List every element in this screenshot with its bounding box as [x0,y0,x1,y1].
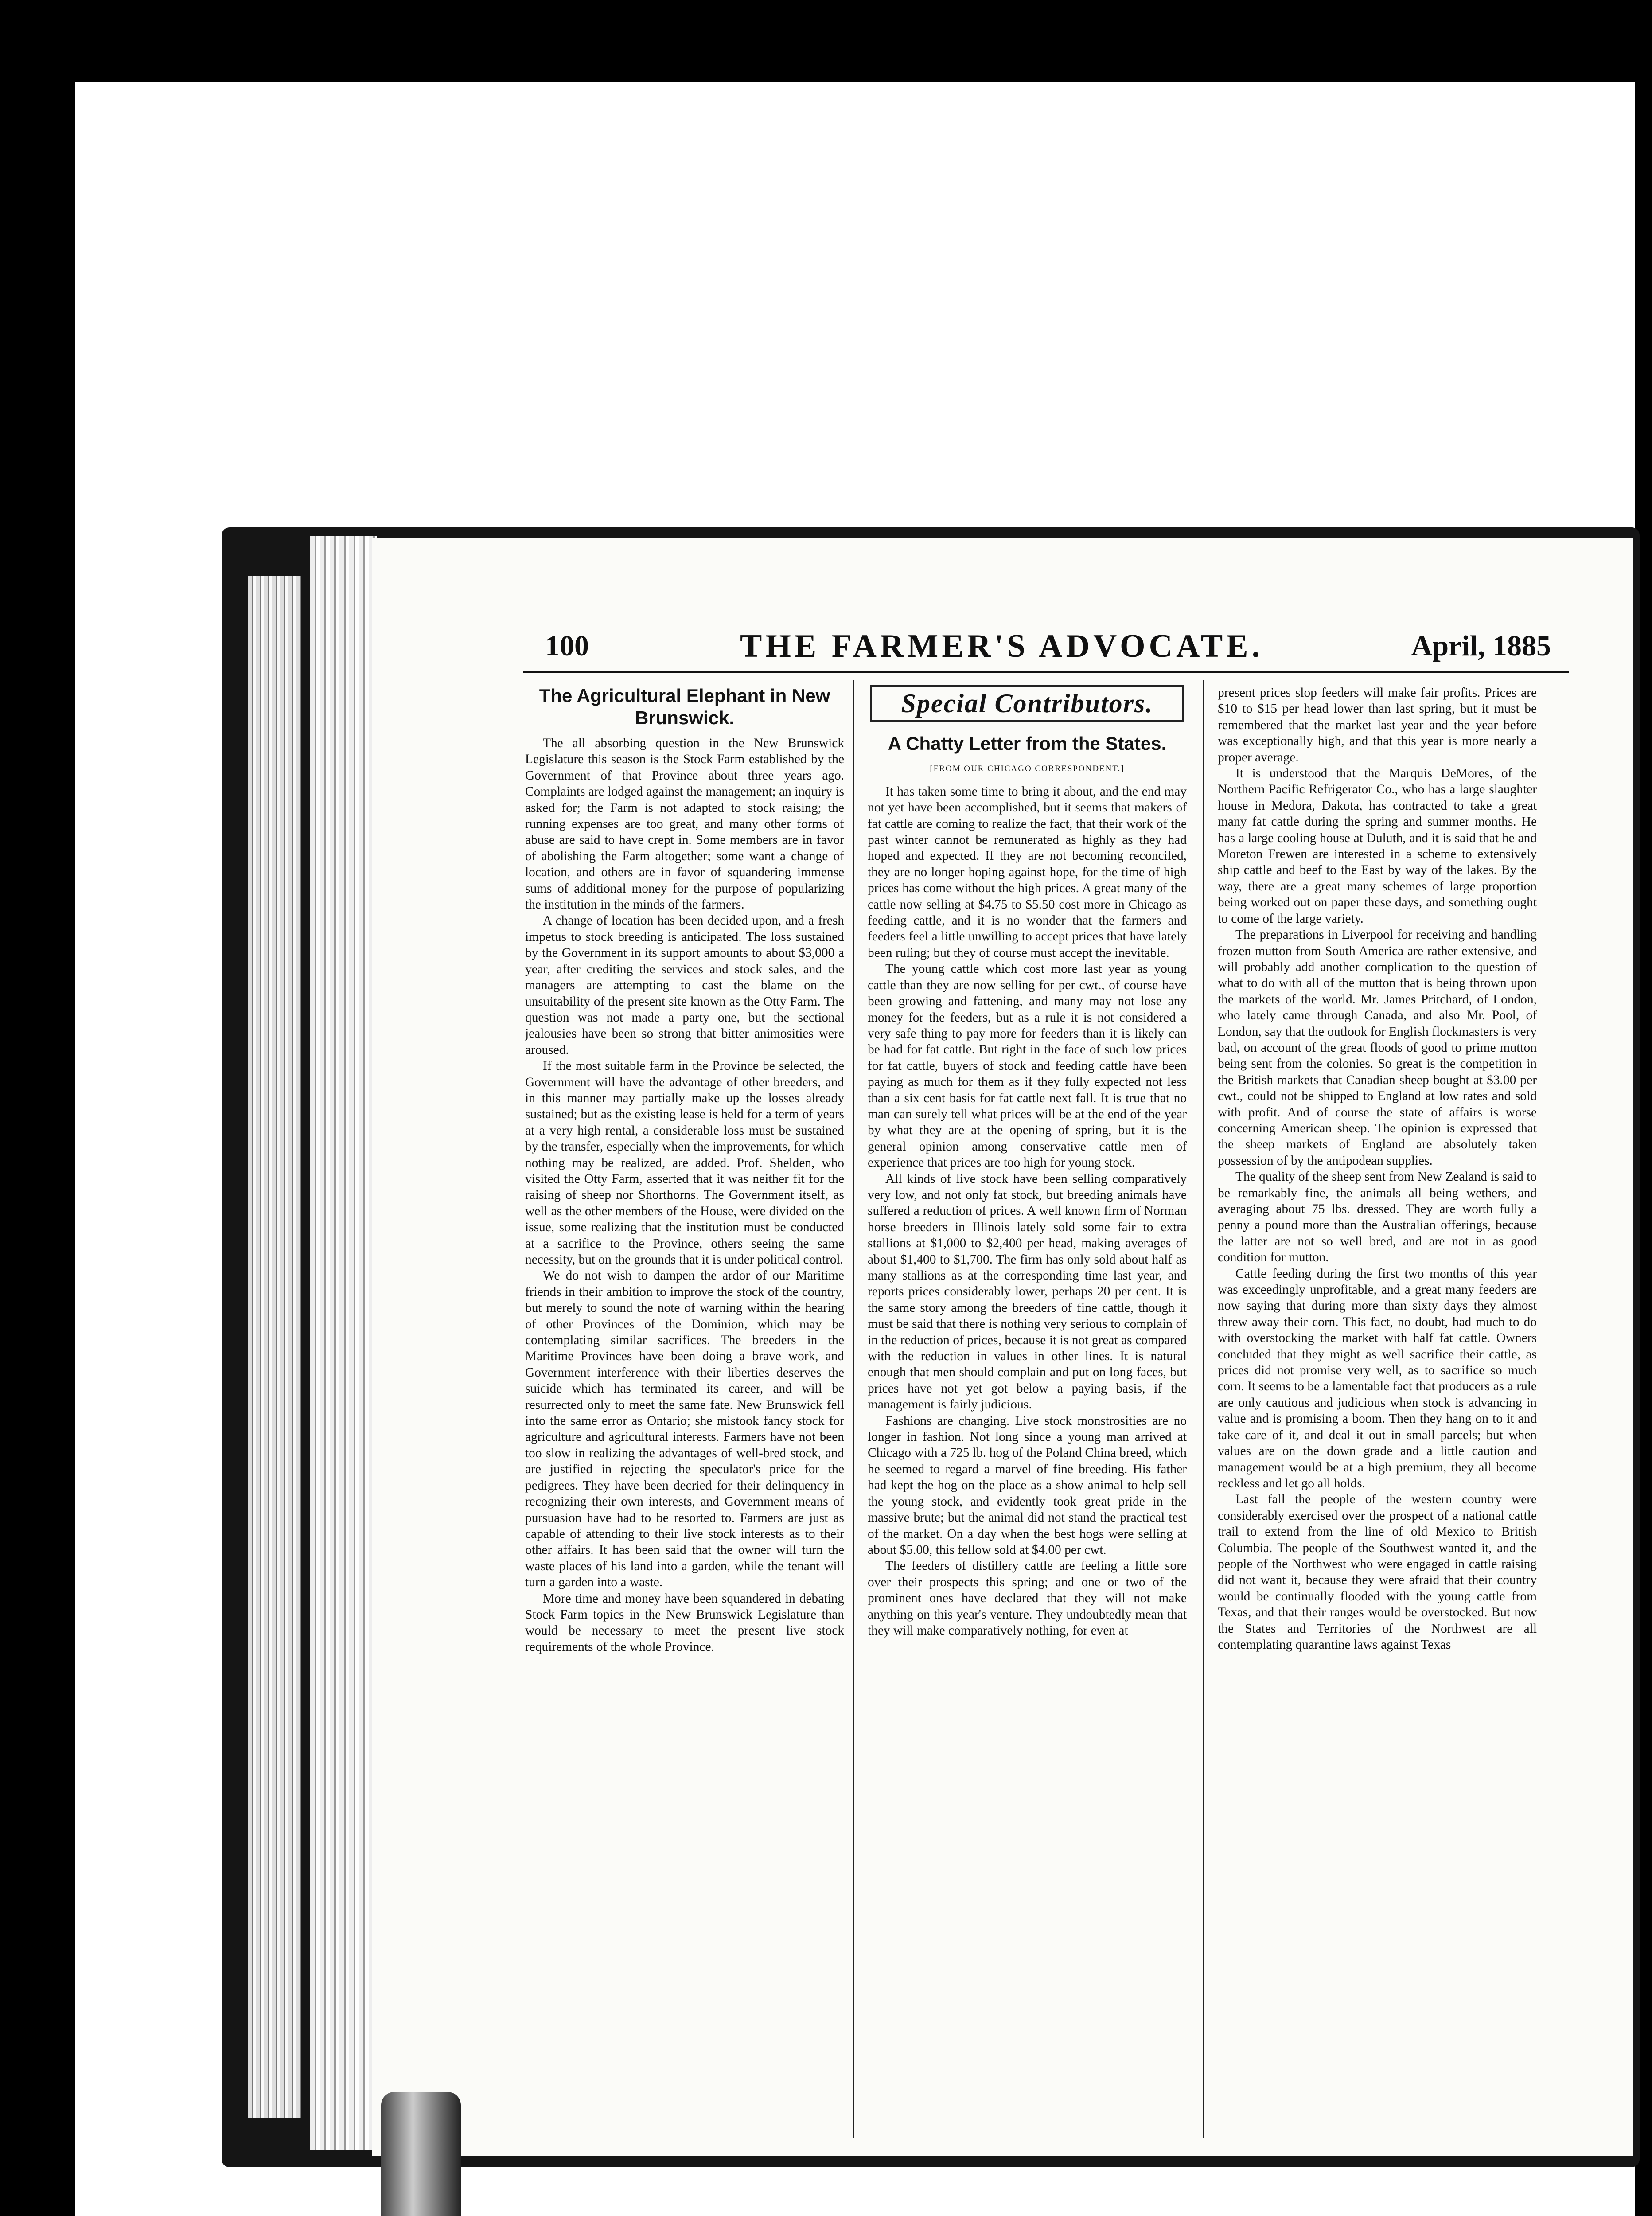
paragraph: It has taken some time to bring it about, and the end may not yet have been accomplished, but it seems that makers of fat cattle are coming to realize the fact, that their work of the past winter cannot be remunerated as highly as they had hoped and expected. If they are not becoming reconciled, they are no longer hoping against hope, for the time of high prices has come without the high prices. A great many of the cattle now selling at $4.75 to $5.50 cost more in Chicago as feeding cattle, and it is no wonder that the farmers and feeders feel a little unwilling to accept prices that have lately been ruling; but they of course must accept the inevitable. [868,784,1187,960]
paragraph: The all absorbing question in the New Brunswick Legislature this season is the Stock Farm established by the Government of that Province about three years ago. Complaints are lodged against the management; an inquiry is asked for; the Farm is not adapted to stock raising; the running expenses are too great, and many other forms of abuse are said to have crept in. Some members are in favor of abolishing the Farm altogether; some want a change of location, and others are in favor of squandering immense sums of additional money for the purpose of popularizing the institution in the minds of the farmers. [525,736,844,912]
paragraph: We do not wish to dampen the ardor of our Maritime friends in their ambition to improve the stock of the country, but merely to sound the note of warning within the hearing of other Provinces of the Dominion, which may be contemplating similar sacrifices. The breeders in the Maritime Provinces have been doing a brave work, and Government interference with their liberties deserves the suicide which has terminated its career, and will be resurrected only to meet the same fate. New Brunswick fell into the same error as Ontario; she mistook fancy stock for agriculture and agricultural interests. Farmers have not been too slow in realizing the advantages of well-bred stock, and are justified in rejecting the speculator's price for the pedigrees. They have been decried for their delinquency in recognizing their own interests, and Government means of pursuasion have had to be resorted to. Farmers are just as capable of attending to their live stock interests as to their other affairs. It has been said that the owner will turn the waste places of his land into a garden, while the tenant will turn a garden into a waste. [525,1268,844,1590]
article-title: The Agricultural Elephant in New Brunswick. [539,685,830,728]
page-number: 100 [545,630,589,662]
paragraph: present prices slop feeders will make fair profits. Prices are $10 to $15 per head lower than last spring, but it must be remembered that the market last year and the year before was exceptionally high, and that this year is more nearly a proper average. [1218,686,1537,765]
column-2 [868,685,1187,2147]
paragraph: The young cattle which cost more last year as young cattle than they are now selling for per cwt., of course have been growing and fattening, and many may not lose any money for the feeders, but as a rule it is not considered a very safe thing to pay more for feeders than it is likely can be had for fat cattle. But right in the face of such low prices for fat cattle, buyers of stock and feeding cattle have been paying as much for them as if they fully expected not less than a six cent basis for fat cattle next fall. It is true that no man can surely tell what prices will be at the end of the year by what they are at the opening of spring, but it is the general opinion among conservative cattle men of experience that prices are too high for young stock. [868,962,1187,1170]
column-1 [525,685,844,2147]
paragraph: Cattle feeding during the first two months of this year was exceedingly unprofitable, and a great many feeders are now saying that during more than sixty days they almost threw away their corn. This fact, no doubt, had much to do with overstocking the market with half fat cattle. Owners concluded that they might as well sacrifice their cattle, as prices did not promise very well, as to sacrifice so much corn. It seems to be a lamentable fact that producers as a rule are only cautious and judicious when stock is advancing in value and is promising a boom. Then they hang on to it and take care of it, and deal it out in small parcels; but when values are on the down grade and a little caution and management would be at a high premium, they all become reckless and let go all holds. [1218,1266,1537,1490]
paragraph: It is understood that the Marquis DeMores, of the Northern Pacific Refrigerator Co., who has a large slaughter house in Medora, Dakota, has contracted to take a great many fat cattle during the spring and summer months. He has a large cooling house at Duluth, and it is said that he and Moreton Frewen are interested in a scheme to extensively ship cattle and beef to the East by way of the lakes. By the way, there are a great many schemes of large proportion being worked out on paper these days, and something ought to come of the large variety. [1218,766,1537,926]
article-title: A Chatty Letter from the States. [888,733,1167,754]
department-heading: Special Contributors. [870,685,1184,722]
paragraph: More time and money have been squandered in debating Stock Farm topics in the New Brunswick Legislature than would be necessary to meet the present live stock requirements of the whole Province. [525,1591,844,1654]
page-header [545,628,1551,664]
column-divider [1203,680,1204,2138]
page-edges-left [248,576,301,2118]
paragraph: The quality of the sheep sent from New Zealand is said to be remarkably fine, the animals all being wethers, and averaging about 75 lbs. dressed. They are worth fully a penny a pound more than the Australian offerings, because the latter are not so well bred, and are not in as good condition for mutton. [1218,1170,1537,1265]
journal-title: THE FARMER'S ADVOCATE. [740,628,1264,664]
page-clip [381,2092,461,2216]
column-divider [853,680,854,2138]
page-edges [310,536,377,2150]
paragraph: Fashions are changing. Live stock monstrosities are no longer in fashion. Not long since a young man arrived at Chicago with a 725 lb. hog of the Poland China breed, which he seemed to regard a marvel of fine breeding. His father had kept the hog on the place as a show animal to help sell the young stock, and evidently took great pride in the massive brute; but the animal did not stand the practical test of the market. On a day when the best hogs were selling at about $5.00, this fellow sold at $4.00 per cwt. [868,1413,1187,1557]
header-rule [523,671,1569,673]
paragraph: The feeders of distillery cattle are feeling a little sore over their prospects this spring; and one or two of the prominent ones have declared that they will not make anything on this year's venture. They undoubtedly mean that they will make comparatively nothing, for even at [868,1559,1187,1638]
issue-date: April, 1885 [1411,630,1551,662]
paragraph: A change of location has been decided upon, and a fresh impetus to stock breeding is anticipated. The loss sustained by the Government in its support amounts to about $3,000 a year, after crediting the services and stock sales, and the managers are attempting to cast the blame on the unsuitability of the present site known as the Otty Farm. The question was not made a party one, but the sectional jealousies have been so strong that bitter animosities were aroused. [525,913,844,1057]
byline: [FROM OUR CHICAGO CORRESPONDENT.] [930,764,1125,774]
paragraph: Last fall the people of the western country were considerably exercised over the prospect of a national cattle trail to extend from the line of old Mexico to British Columbia. The people of the Southwest wanted it, and the people of the Northwest who were engaged in cattle raising did not want it, because they were afraid that their country would be continually flooded with the young cattle from Texas, and that their ranges would be overstocked. But now the States and Territories of the Northwest are all contemplating quarantine laws against Texas [1218,1492,1537,1652]
paragraph: The preparations in Liverpool for receiving and handling frozen mutton from South America are rather extensive, and will probably add another complication to the question of what to do with all of the mutton that is being thrown upon the markets of the world. Mr. James Pritchard, of London, who lately came through Canada, and also Mr. Pool, of London, say that the outlook for English flockmasters is very bad, on account of the great floods of good to prime mutton being sent from the colonies. So great is the competition in the British markets that Canadian sheep bought at $3.00 per cwt., could not be shipped to England at low rates and sold with profit. And of course the state of affairs is worse concerning American sheep. The opinion is expressed that the sheep markets of England are absolutely taken possession of by the antipodean supplies. [1218,928,1537,1168]
paragraph: All kinds of live stock have been selling comparatively very low, and not only fat stock, but breeding animals have suffered a reduction of prices. A well known firm of Norman horse breeders in Illinois lately sold some fair to extra stallions at $1,000 to $2,400 per head, making averages of about $1,400 to $1,700. The firm has only sold about half as many stallions as at the corresponding time last year, and reports prices considerably lower, perhaps 20 per cent. It is the same story among the breeders of fine cattle, though it must be said that there is nothing very serious to complain of in the reduction of prices, because it is not great as compared with the reduction in values in other lines. It is natural enough that men should complain and put on long faces, but prices have not yet got below a paying basis, if the management is fairly judicious. [868,1171,1187,1412]
paragraph: If the most suitable farm in the Province be selected, the Government will have the advantage of other breeders, and in this manner may partially make up the losses already sustained; but as the existing lease is held for a term of years at a very high rental, a considerable loss must be sustained by the transfer, especially when the improvements, for which nothing may be realized, are added. Prof. Shelden, who visited the Otty Farm, asserted that it was neither fit for the raising of sheep nor Shorthorns. The Government itself, as well as the other members of the House, were divided on the issue, some realizing that the institution must be conducted at a sacrifice to the Province, others seeing the same necessity, but on the grounds that it is under political control. [525,1059,844,1267]
column-3 [1218,685,1537,2147]
